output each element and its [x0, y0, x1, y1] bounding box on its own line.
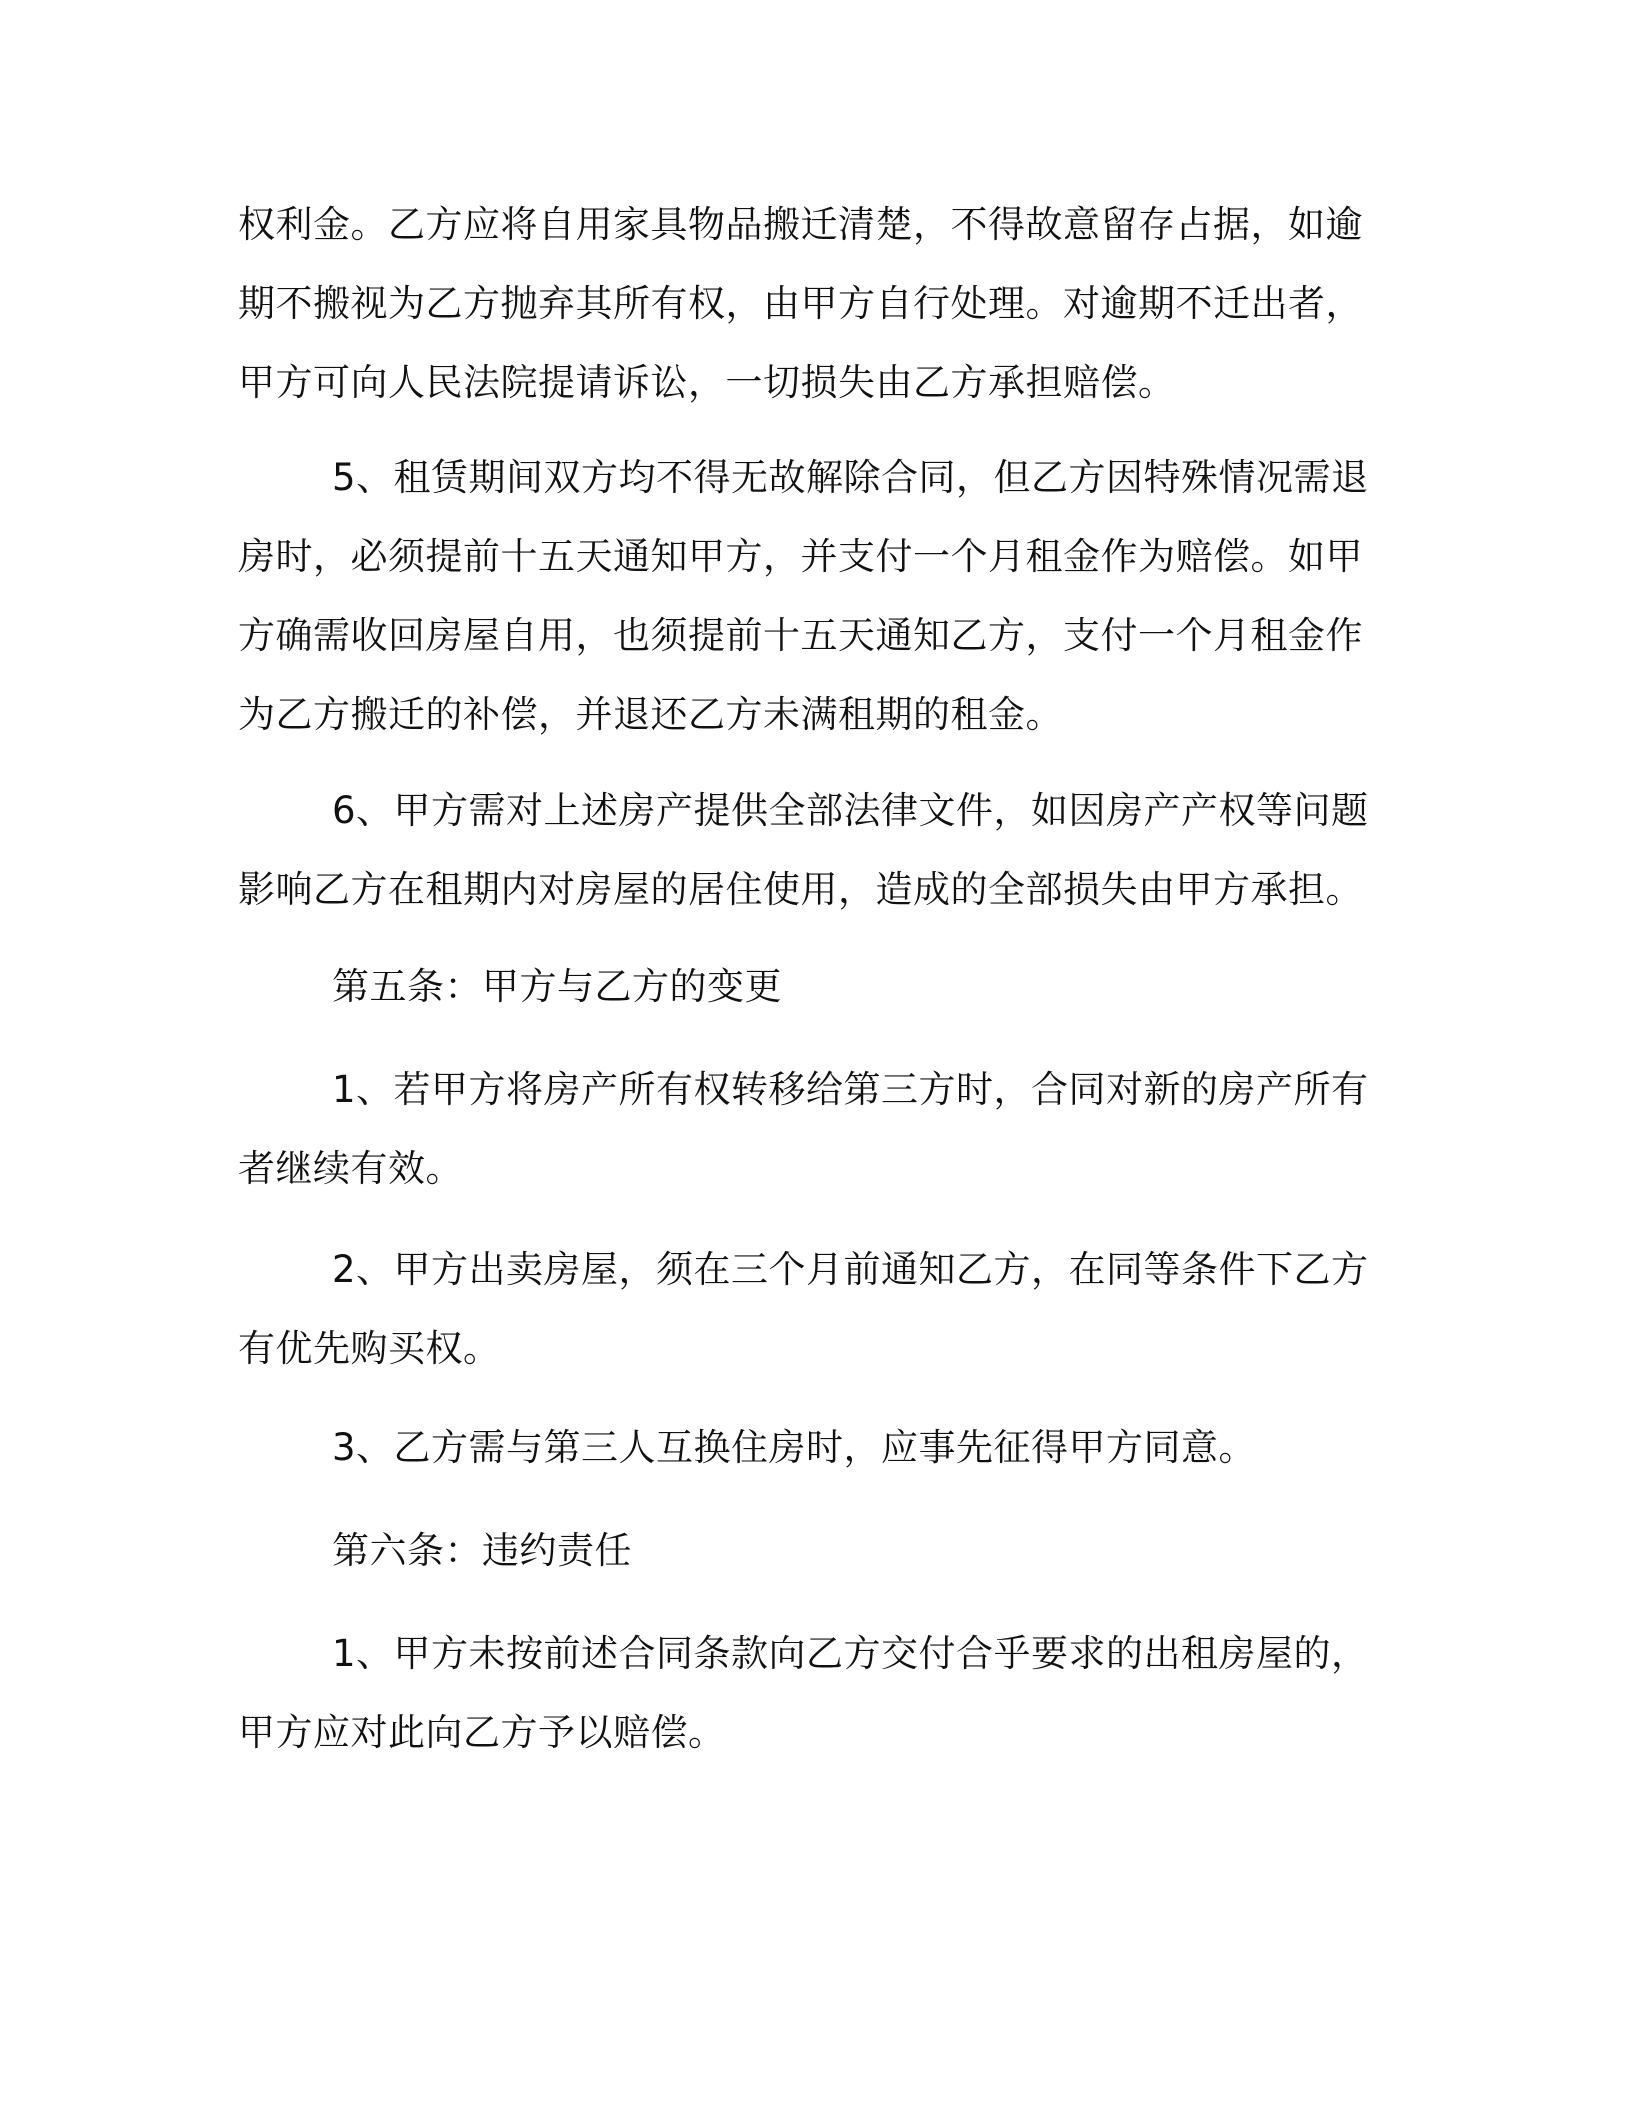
paragraph-rent-premium-continuation: 权利金。乙方应将自用家具物品搬迁清楚，不得故意留存占据，如逾期不搬视为乙方抛弃其所有权，由甲方自行处理。对逾期不迁出者，甲方可向人民法院提请诉讼，一切损失由乙方承担赔偿。: [238, 203, 1363, 404]
paragraph-article-6-item-1: 1、甲方未按前述合同条款向乙方交付合乎要求的出租房屋的，甲方应对此向乙方予以赔偿。: [238, 1632, 1369, 1754]
paragraph-article-5-item-3: 3、乙方需与第三人互换住房时，应事先征得甲方同意。: [332, 1426, 1257, 1469]
paragraph-article-5-item-1: 1、若甲方将房产所有权转移给第三方时，合同对新的房产所有者继续有效。: [238, 1068, 1369, 1190]
paragraph-clause-5-termination: 5、租赁期间双方均不得无故解除合同，但乙方因特殊情况需退房时，必须提前十五天通知甲方，并支付一个月租金作为赔偿。如甲方确需收回房屋自用，也须提前十五天通知乙方，支付一个月租金作为乙方搬迁的补偿，并退还乙方未满租期的租金。: [238, 456, 1369, 736]
paragraph-article-5-item-2: 2、甲方出卖房屋，须在三个月前通知乙方，在同等条件下乙方有优先购买权。: [238, 1248, 1369, 1370]
section-heading-article-5: 第五条：甲方与乙方的变更: [332, 965, 782, 1008]
paragraph-clause-6-legal-documents: 6、甲方需对上述房产提供全部法律文件，如因房产产权等问题影响乙方在租期内对房屋的居住使用，造成的全部损失由甲方承担。: [238, 789, 1369, 911]
section-heading-article-6: 第六条：违约责任: [332, 1529, 632, 1572]
